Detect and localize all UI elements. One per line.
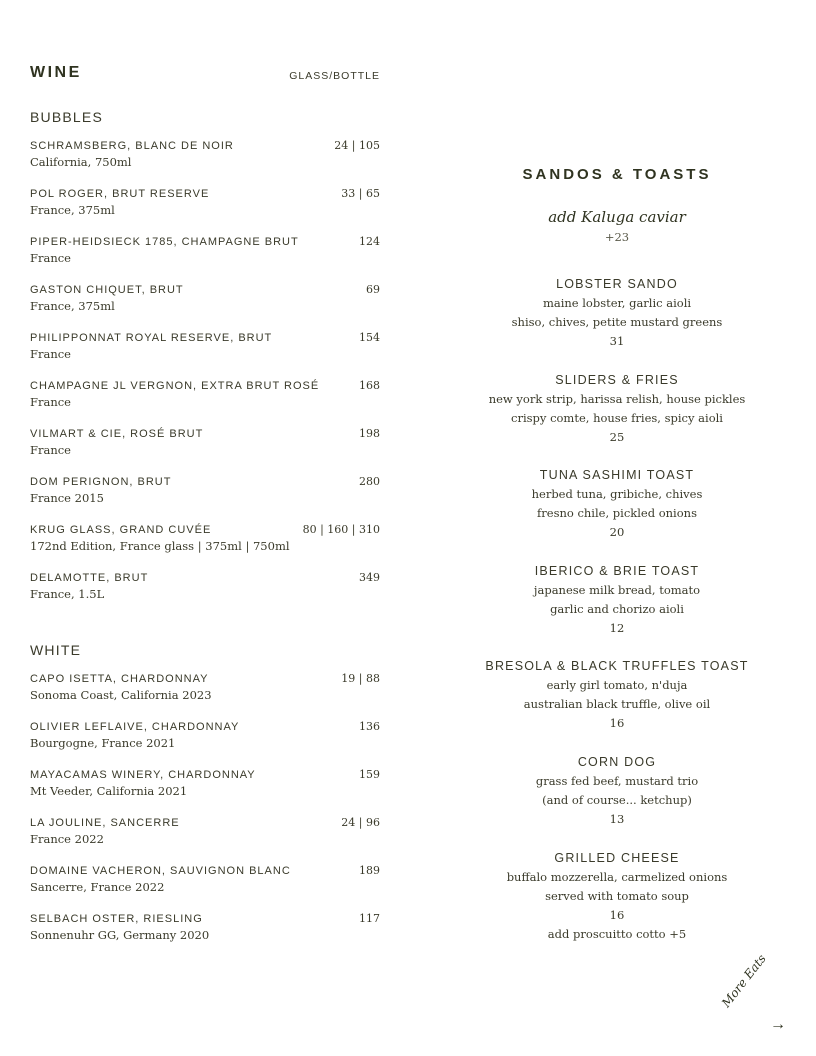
caviar-price: +23 [604,230,630,244]
wine-origin: Sonnenuhr GG, Germany 2020 [30,928,210,942]
food-description-line: 31 [609,334,625,348]
wine-item [30,380,380,428]
wine-price: 136 [359,720,380,733]
wine-name: VILMART & CIE, ROSÉ BRUT [30,428,204,440]
wine-item [30,140,380,188]
food-description-line: maine lobster, garlic aioli [542,296,692,310]
wine-name: OLIVIER LEFLAIVE, CHARDONNAY [30,721,240,733]
wine-item [30,428,380,476]
food-description-line: (and of course... ketchup) [542,792,692,807]
food-description-line: 16 [609,907,625,922]
wine-price: 24 | 96 [341,816,380,829]
food-name: IBERICO & BRIE TOAST [534,563,700,578]
food-name: LOBSTER SANDO [556,277,678,291]
food-name: BRESOLA & BLACK TRUFFLES TOAST [485,659,749,674]
food-item [470,657,764,753]
wine-name: MAYACAMAS WINERY, CHARDONNAY [30,769,256,781]
food-description-line: 25 [609,429,625,444]
wine-item [30,332,380,380]
wine-price: 189 [359,864,380,877]
caviar-note: add Kaluga caviar [548,208,686,226]
wine-price: 19 | 88 [341,672,380,685]
wine-price: 154 [359,331,380,344]
wine-item [30,721,380,769]
food-name: SLIDERS & FRIES [555,372,679,387]
wine-origin: Bourgogne, France 2021 [30,736,176,750]
wine-item [30,817,380,865]
wine-origin: France, 375ml [30,299,115,313]
wine-name: LA JOULINE, SANCERRE [30,817,180,829]
food-description-line: shiso, chives, petite mustard greens [511,315,723,329]
wine-item [30,476,380,524]
food-name: GRILLED CHEESE [554,850,680,865]
wine-price: 198 [359,427,380,440]
wine-item [30,673,380,721]
wine-header [30,64,380,88]
more-eats-label: More Eats [718,951,769,1010]
wine-price: 349 [359,571,380,584]
sandos-title: SANDOS & TOASTS [522,166,712,183]
wine-section [30,64,380,961]
more-eats-link[interactable] [718,951,804,1038]
sandos-section [470,164,764,944]
white-title: WHITE [30,642,82,658]
bubbles-title: BUBBLES [30,109,103,125]
wine-origin: Sonoma Coast, California 2023 [30,688,212,702]
wine-item [30,188,380,236]
wine-price: 24 | 105 [334,139,380,152]
wine-origin: California, 750ml [30,155,132,169]
wine-origin: France 2022 [30,832,104,846]
food-description-line: add proscuitto cotto +5 [547,926,687,941]
bubbles-list [30,140,380,620]
wine-name: DOM PERIGNON, BRUT [30,476,172,488]
wine-title: WINE [30,64,82,81]
food-list [470,275,764,944]
food-description-line: herbed tuna, gribiche, chives [531,487,703,502]
wine-name: DELAMOTTE, BRUT [30,572,149,584]
wine-name: SELBACH OSTER, RIESLING [30,913,203,925]
food-description-line: 12 [609,620,625,635]
food-description-line: 20 [609,525,625,540]
food-item [470,753,764,849]
wine-name: SCHRAMSBERG, BLANC DE NOIR [30,140,234,152]
arrow-right-icon: → [770,1016,786,1033]
food-description-line: garlic and chorizo aioli [550,601,684,616]
wine-name: POL ROGER, BRUT RESERVE [30,188,210,200]
wine-origin: Sancerre, France 2022 [30,880,165,894]
wine-item [30,572,380,620]
food-description-line: australian black truffle, olive oil [523,697,711,712]
food-name: TUNA SASHIMI TOAST [539,468,695,483]
wine-price: 33 | 65 [341,187,380,200]
wine-item [30,236,380,284]
wine-price: 168 [359,379,380,392]
food-description-line: japanese milk bread, tomato [533,582,701,597]
food-description-line: fresno chile, pickled onions [537,506,697,521]
food-item [470,371,764,467]
glass-bottle-label: GLASS/BOTTLE [289,70,380,82]
wine-item [30,865,380,913]
wine-item [30,524,380,572]
food-item [470,466,764,562]
wine-item [30,913,380,961]
wine-origin: France [30,251,71,265]
food-description-line: 16 [609,716,625,731]
wine-origin: France [30,395,71,409]
wine-name: GASTON CHIQUET, BRUT [30,284,184,296]
wine-item [30,284,380,332]
food-description-line: 13 [609,811,625,826]
white-list [30,673,380,961]
wine-price: 69 [366,283,380,296]
wine-origin: Mt Veeder, California 2021 [30,784,188,798]
wine-origin: France [30,443,71,457]
wine-price: 124 [359,235,380,248]
wine-origin: France, 375ml [30,203,115,217]
wine-name: KRUG GLASS, GRAND CUVÉE [30,524,212,536]
wine-item [30,769,380,817]
wine-price: 159 [359,768,380,781]
food-description-line: new york strip, harissa relish, house pickles [488,391,746,406]
wine-name: PHILIPPONNAT ROYAL RESERVE, BRUT [30,332,273,344]
food-description-line: buffalo mozzerella, carmelized onions [506,869,728,884]
wine-name: CAPO ISETTA, CHARDONNAY [30,673,209,685]
wine-name: DOMAINE VACHERON, SAUVIGNON BLANC [30,865,291,877]
food-description-line: crispy comte, house fries, spicy aioli [511,410,723,425]
wine-price: 80 | 160 | 310 [302,523,380,536]
wine-origin: France [30,347,71,361]
food-item [470,275,764,371]
wine-origin: France 2015 [30,491,104,505]
wine-price: 280 [359,475,380,488]
wine-price: 117 [359,912,380,925]
wine-origin: 172nd Edition, France glass | 375ml | 750ml [30,539,290,553]
food-description-line: early girl tomato, n'duja [546,678,688,693]
wine-name: PIPER-HEIDSIECK 1785, CHAMPAGNE BRUT [30,236,299,248]
wine-name: CHAMPAGNE JL VERGNON, EXTRA BRUT ROSÉ [30,380,320,392]
food-item [470,562,764,658]
food-name: CORN DOG [577,754,657,769]
food-description-line: served with tomato soup [545,888,689,903]
food-item [470,849,764,945]
food-description-line: grass fed beef, mustard trio [535,773,699,788]
wine-origin: France, 1.5L [30,587,105,601]
